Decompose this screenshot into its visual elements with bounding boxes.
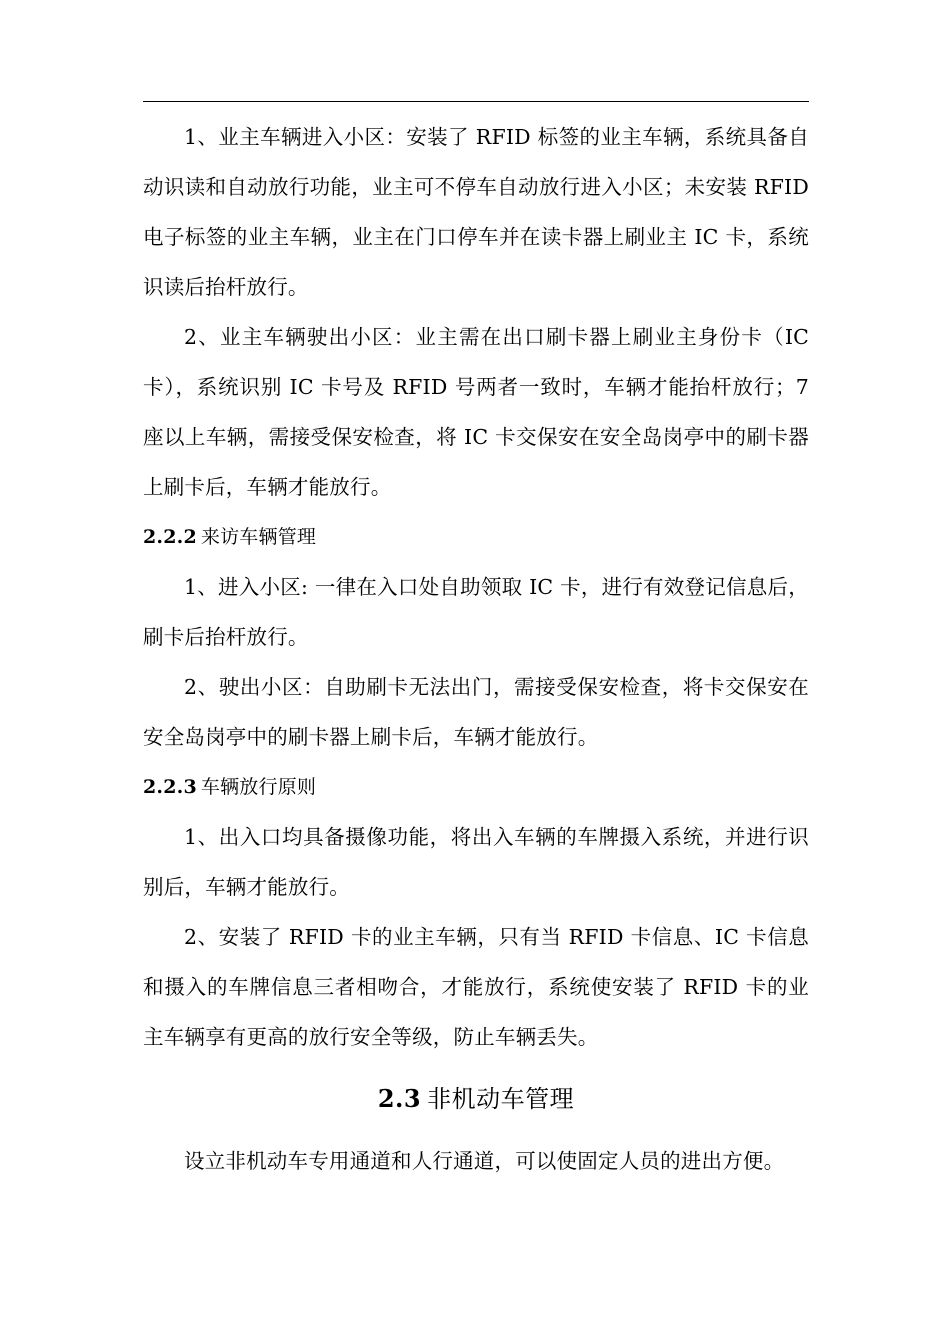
heading-2-2-2-title: 来访车辆管理 [200,526,317,548]
heading-2-3 [143,1062,809,1136]
heading-2-2-2 [143,512,809,562]
heading-2-2-2-number: 2.2.2 [143,526,197,548]
header-rule [143,101,809,102]
document-body [143,112,809,1186]
paragraph-camera-principle: 1、出入口均具备摄像功能，将出入车辆的车牌摄入系统，并进行识别后，车辆才能放行。 [143,825,809,899]
heading-2-2-3-number: 2.2.3 [143,776,197,798]
heading-2-2-3-title: 车辆放行原则 [200,776,317,798]
paragraph-owner-exit: 2、业主车辆驶出小区：业主需在出口刷卡器上刷业主身份卡（IC 卡），系统识别 IC 卡号及 RFID 号两者一致时，车辆才能抬杆放行；7 座以上车辆，需接受保安检查，将 IC 卡交保安在安全岛岗亭中的刷卡器上刷卡后，车辆才能放行。 [143,325,809,499]
heading-2-2-3 [143,762,809,812]
paragraph-rfid-principle: 2、安装了 RFID 卡的业主车辆，只有当 RFID 卡信息、IC 卡信息和摄入的车牌信息三者相吻合，才能放行，系统使安装了 RFID 卡的业主车辆享有更高的放行安全等级，防止车辆丢失。 [143,925,809,1049]
paragraph-owner-entry: 1、业主车辆进入小区：安装了 RFID 标签的业主车辆，系统具备自动识读和自动放行功能，业主可不停车自动放行进入小区；未安装 RFID 电子标签的业主车辆，业主在门口停车并在读卡器上刷业主 IC 卡，系统识读后抬杆放行。 [143,125,809,299]
heading-2-3-title: 非机动车管理 [427,1085,575,1113]
paragraph-visitor-exit: 2、驶出小区：自助刷卡无法出门，需接受保安检查，将卡交保安在安全岛岗亭中的刷卡器上刷卡后，车辆才能放行。 [143,675,809,749]
paragraph-non-motor-channel: 设立非机动车专用通道和人行通道，可以使固定人员的进出方便。 [184,1149,785,1173]
paragraph-visitor-entry: 1、进入小区: 一律在入口处自助领取 IC 卡，进行有效登记信息后，刷卡后抬杆放行。 [143,575,809,649]
heading-2-3-number: 2.3 [377,1084,422,1113]
